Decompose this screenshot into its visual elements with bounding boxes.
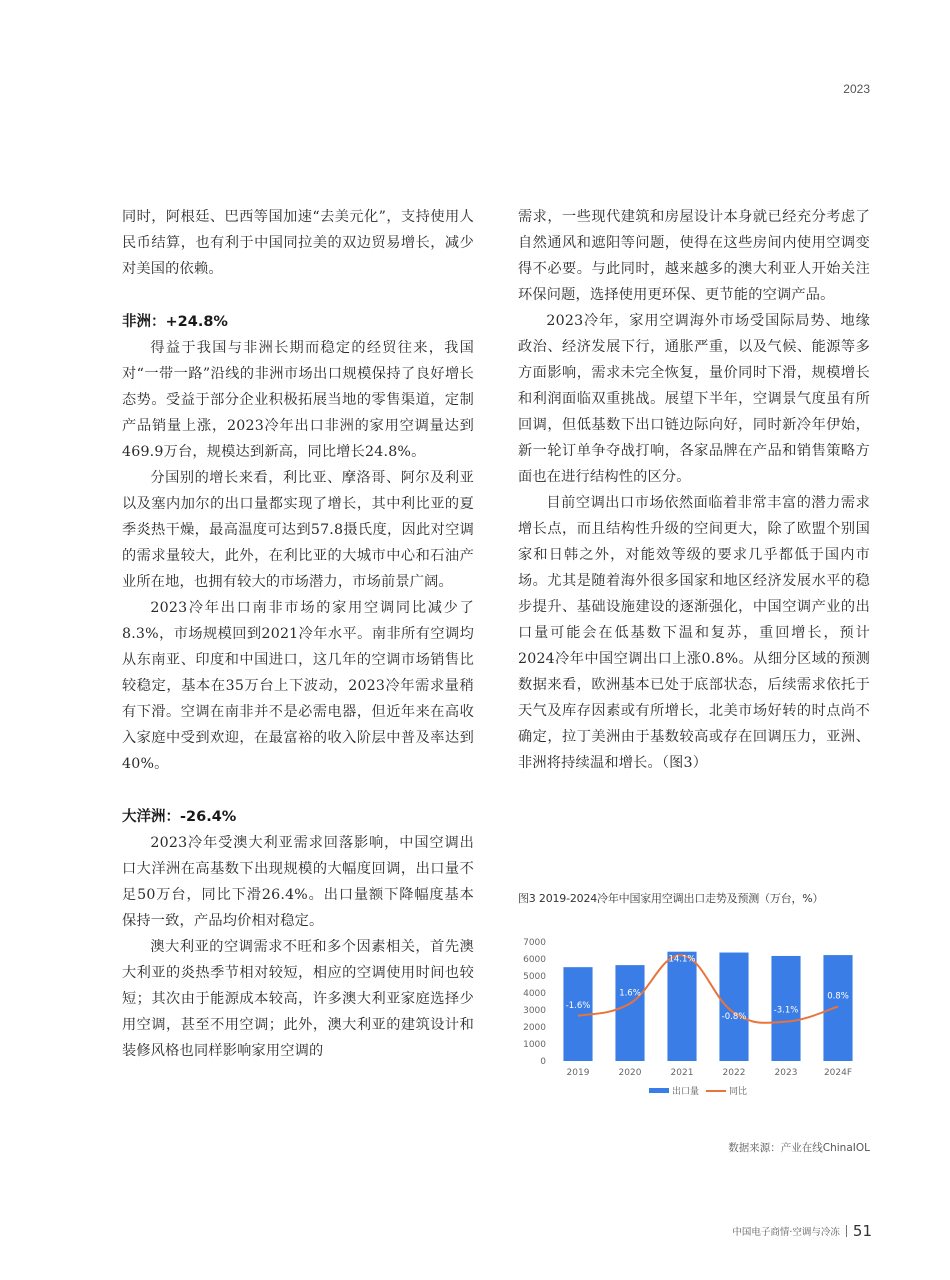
paragraph-oceania-2: 澳大利亚的空调需求不旺和多个因素相关，首先澳大利亚的炎热季节相对较短，相应的空调使用时间也较短；其次由于能源成本较高，许多澳大利亚家庭选择少用空调，甚至不用空调；此外，澳大利亚的建筑设计和装修风格也同样影响家用空调的 [122, 939, 474, 1059]
bar-export-2022 [719, 953, 748, 1061]
x-tick-label: 2019 [566, 1068, 590, 1078]
paragraph-africa-1: 得益于我国与非洲长期而稳定的经贸往来，我国对“一带一路”沿线的非洲市场出口规模保持了良好增长态势。受益于部分企业积极拓展当地的零售渠道，定制产品销量上涨，2023冷年出口非洲的家用空调量达到469.9万台，规模达到新高，同比增长24.8%。 [122, 340, 474, 460]
y-tick-label: 1000 [523, 1040, 546, 1050]
y-tick-label: 0 [540, 1057, 546, 1067]
magazine-name: 中国电子商情·空调与冷冻 [732, 1227, 840, 1238]
bar-export-2021 [667, 952, 696, 1061]
bar-export-2024F [823, 955, 852, 1061]
paragraph-africa-2: 分国别的增长来看，利比亚、摩洛哥、阿尔及利亚以及塞内加尔的出口量都实现了增长，其中利比亚的夏季炎热干燥，最高温度可达到57.8摄氏度，因此对空调的需求量较大，此外，在利比亚的大城市中心和石油产业所在地，也拥有较大的市场潜力，市场前景广阔。 [122, 470, 474, 590]
paragraph-overseas-market: 2023冷年，家用空调海外市场受国际局势、地缘政治、经济发展下行，通胀严重，以及气候、能源等多方面影响，需求未完全恢复，量价同时下滑，规模增长和利润面临双重挑战。展望下半年，空调景气度虽有所回调，但低基数下出口链边际向好，同时新冷年伊始，新一轮订单争夺战打响，各家品牌在产品和销售策略方面也在进行结构性的区分。 [518, 313, 870, 485]
page-number: 51 [852, 1222, 872, 1240]
paragraph-outlook: 目前空调出口市场依然面临着非常丰富的潜力需求增长点，而且结构性升级的空间更大，除了欧盟个别国家和日韩之外，对能效等级的要求几乎都低于国内市场。尤其是随着海外很多国家和地区经济发展水平的稳步提升、基础设施建设的逐渐强化，中国空调产业的出口量可能会在低基数下温和复苏，重回增长，预计2024冷年中国空调出口上涨0.8%。从细分区域的预测数据来看，欧洲基本已处于底部状态，后续需求依托于天气及库存因素或有所增长，北美市场好转的时点尚不确定，拉丁美洲由于基数较高或存在回调压力，亚洲、非洲将持续温和增长。（图3） [518, 495, 870, 771]
heading-africa: 非洲：+24.8% [122, 314, 228, 330]
figure-source: 数据来源：产业在线ChinaIOL [728, 1142, 870, 1154]
header-year: 2023 [843, 82, 870, 96]
x-tick-label: 2023 [774, 1068, 798, 1078]
legend-label-yoy: 同比 [729, 1087, 748, 1097]
y-tick-label: 4000 [523, 989, 546, 999]
paragraph-africa-3: 2023冷年出口南非市场的家用空调同比减少了8.3%，市场规模回到2021冷年水平。南非所有空调均从东南亚、印度和中国进口，这几年的空调市场销售比较稳定，基本在35万台上下波动，2023冷年需求量稍有下滑。空调在南非并不是必需电器，但近年来在高收入家庭中受到欢迎，在最富裕的收入阶层中普及率达到40%。 [122, 600, 474, 772]
paragraph-oceania-continued: 需求，一些现代建筑和房屋设计本身就已经充分考虑了自然通风和遮阳等问题，使得在这些房间内使用空调变得不必要。与此同时，越来越多的澳大利亚人开始关注环保问题，选择使用更环保、更节能的空调产品。 [518, 209, 870, 303]
x-tick-label: 2022 [722, 1068, 746, 1078]
paragraph-oceania-1: 2023冷年受澳大利亚需求回落影响，中国空调出口大洋洲在高基数下出现规模的大幅度回调，出口量不足50万台，同比下滑26.4%。出口量额下降幅度基本保持一致，产品均价相对稳定。 [122, 835, 474, 929]
export-chart [514, 928, 870, 1108]
y-tick-label: 5000 [523, 972, 546, 982]
paragraph-latin-america-tail: 同时，阿根廷、巴西等国加速“去美元化”，支持使用人民币结算，也有利于中国同拉美的双边贸易增长，减少对美国的依赖。 [122, 209, 474, 277]
yoy-label: -3.1% [773, 1005, 799, 1016]
y-tick-label: 2000 [523, 1023, 546, 1033]
figure-title: 图3 2019-2024冷年中国家用空调出口走势及预测（万台，%） [518, 892, 824, 905]
yoy-label: 14.1% [668, 954, 696, 965]
yoy-label: -1.6% [565, 1000, 591, 1011]
y-tick-label: 6000 [523, 955, 546, 965]
x-tick-label: 2020 [618, 1068, 642, 1078]
x-tick-label: 2024F [823, 1068, 853, 1078]
page-footer [732, 1222, 872, 1240]
footer-divider [846, 1225, 847, 1237]
left-column [122, 204, 474, 1064]
x-tick-label: 2021 [670, 1068, 694, 1078]
yoy-label: 0.8% [827, 991, 849, 1002]
yoy-label: 1.6% [619, 988, 641, 999]
heading-oceania: 大洋洲：-26.4% [122, 809, 237, 825]
legend-label-export: 出口量 [672, 1087, 700, 1097]
y-tick-label: 7000 [523, 938, 546, 948]
yoy-label: -0.8% [721, 1011, 747, 1022]
right-column [518, 204, 870, 776]
legend-swatch-export [649, 1088, 669, 1093]
y-tick-label: 3000 [523, 1006, 546, 1016]
bar-export-2020 [615, 965, 644, 1061]
